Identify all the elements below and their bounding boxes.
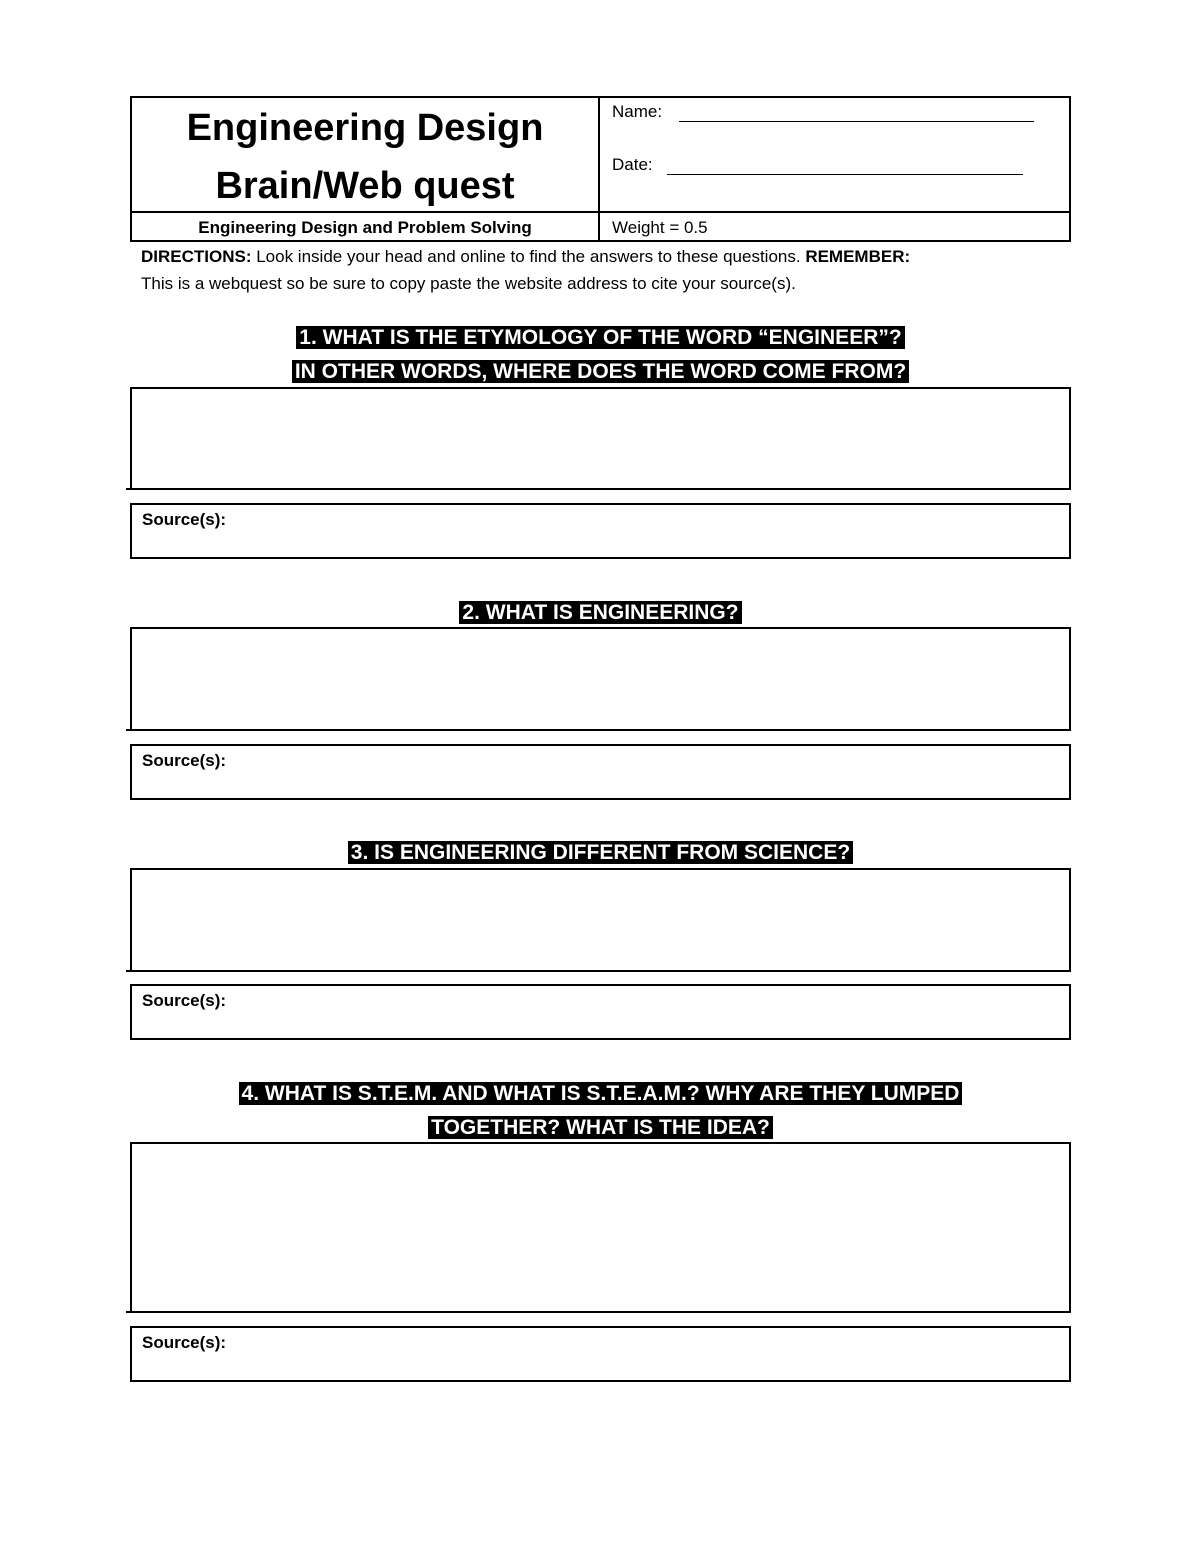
question-2-line1: 2. WHAT IS ENGINEERING?: [459, 601, 741, 624]
remember-label: REMEMBER:: [805, 247, 911, 266]
directions-text-2: This is a webquest so be sure to copy paste the website address to cite your source(s).: [141, 274, 796, 293]
source-box-3[interactable]: [130, 984, 1071, 1040]
question-2-heading: [130, 596, 1071, 630]
source-label-1: Source(s):: [142, 510, 227, 529]
answer-box-1[interactable]: [130, 387, 1071, 490]
source-box-1[interactable]: [130, 503, 1071, 559]
directions: [141, 243, 1061, 297]
source-box-4[interactable]: [130, 1326, 1071, 1382]
course-name: Engineering Design and Problem Solving: [198, 218, 532, 237]
box-tick: [126, 1311, 130, 1313]
question-3-line1: 3. IS ENGINEERING DIFFERENT FROM SCIENCE?: [348, 841, 853, 864]
name-field[interactable]: [679, 121, 1034, 122]
answer-box-4[interactable]: [130, 1142, 1071, 1313]
question-4-line1: 4. WHAT IS S.T.E.M. AND WHAT IS S.T.E.A.M.? WHY ARE THEY LUMPED: [239, 1082, 963, 1105]
worksheet-title-line2: Brain/Web quest: [215, 165, 515, 207]
question-4-line2: TOGETHER? WHAT IS THE IDEA?: [428, 1116, 773, 1139]
directions-text: Look inside your head and online to find the answers to these questions.: [251, 247, 806, 266]
answer-box-2[interactable]: [130, 627, 1071, 731]
date-field[interactable]: [667, 174, 1023, 175]
name-label: Name:: [612, 102, 663, 121]
question-3-heading: [130, 836, 1071, 870]
directions-label: DIRECTIONS:: [141, 247, 252, 266]
question-1-line1: 1. WHAT IS THE ETYMOLOGY OF THE WORD “ENGINEER”?: [296, 326, 904, 349]
header-divider-vertical: [598, 96, 600, 242]
worksheet-title-line1: Engineering Design: [186, 107, 544, 149]
source-box-2[interactable]: [130, 744, 1071, 800]
weight-text: Weight = 0.5: [612, 218, 708, 237]
source-label-2: Source(s):: [142, 751, 227, 770]
source-label-3: Source(s):: [142, 991, 227, 1010]
header-divider-horizontal: [130, 211, 1071, 213]
box-tick: [126, 488, 130, 490]
question-1-line2: IN OTHER WORDS, WHERE DOES THE WORD COME FROM?: [292, 360, 909, 383]
source-label-4: Source(s):: [142, 1333, 227, 1352]
date-label: Date:: [612, 155, 653, 174]
answer-box-3[interactable]: [130, 868, 1071, 972]
box-tick: [126, 970, 130, 972]
box-tick: [126, 729, 130, 731]
question-4-heading: [130, 1077, 1071, 1145]
question-1-heading: [130, 321, 1071, 389]
